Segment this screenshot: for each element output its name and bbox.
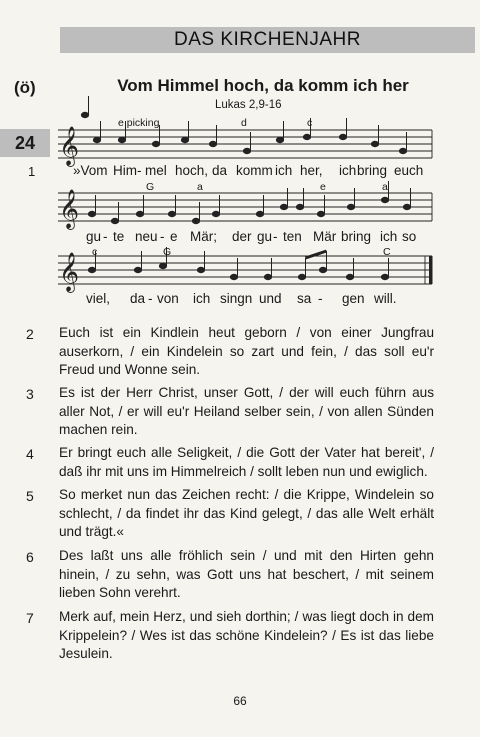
lyric-syllable: ich — [339, 163, 357, 178]
chord-symbol: e — [320, 181, 326, 193]
final-barline — [429, 256, 433, 284]
chord-symbol: G — [146, 181, 155, 193]
stanza-text: Merk auf, mein Herz, und sieh dorthin; / was liegt doch in dem Krippelein? / Wes ist das schöne Kindelein? / Es ist das liebe Jesulein. — [59, 609, 434, 661]
hymn-number: 24 — [14, 132, 36, 153]
lyric-syllable: da — [130, 291, 146, 306]
stanza-number: 4 — [26, 446, 34, 462]
treble-clef-icon: 𝄞 — [59, 189, 80, 229]
hymn-letter: (ö) — [14, 78, 36, 97]
lyric-syllable: von — [157, 291, 179, 306]
stanza-number: 2 — [26, 326, 34, 342]
treble-clef-icon: 𝄞 — [59, 126, 80, 166]
lyric-syllable: gen — [342, 291, 365, 306]
treble-clef-icon: 𝄞 — [59, 252, 80, 292]
lyric-syllable: - — [160, 229, 165, 244]
lyric-syllable: will. — [374, 291, 397, 306]
lyric-syllable: ten — [283, 229, 302, 244]
lyric-syllable: neu — [135, 229, 158, 244]
chord-symbol: d — [241, 117, 247, 129]
lyric-syllable: - — [273, 229, 278, 244]
music-notation — [0, 0, 480, 320]
stanza-text: Euch ist ein Kindlein heut geborn / von einer Jungfrau auserkorn, / ein Kindelein so zart und fein, / das soll eu'r Freud und Wonne sein. — [59, 325, 434, 377]
lyric-syllable: viel, — [86, 291, 111, 306]
lyric-syllable: Him- — [113, 163, 142, 178]
stanza-number: 5 — [26, 488, 34, 504]
section-title: DAS KIRCHENJAHR — [174, 29, 361, 50]
stanza-number: 3 — [26, 386, 34, 402]
lyric-syllable: - — [148, 291, 153, 306]
chord-symbol: C — [383, 246, 391, 258]
lyric-syllable: und — [259, 291, 282, 306]
stanza-number: 7 — [26, 610, 34, 626]
stanza-text: Es ist der Herr Christ, unser Gott, / der will euch führn aus aller Not, / er will eu'r Heiland selber sein, / von allen Sünden machen rein. — [59, 385, 434, 437]
chord-symbol: a — [382, 181, 388, 193]
lyric-syllable: her, — [300, 163, 323, 178]
lyric-syllable: so — [402, 229, 417, 244]
verse-label: 1 — [28, 164, 36, 179]
chord-symbol: c — [92, 246, 98, 258]
lyric-syllable: Mär; — [190, 229, 217, 244]
chord-symbol: G — [163, 246, 172, 258]
chord-symbol: a — [197, 181, 203, 193]
lyric-syllable: der — [232, 229, 252, 244]
lyric-syllable: gu — [86, 229, 102, 244]
lyric-syllable: ich — [193, 291, 211, 306]
stanza-text: So merket nun das Zeichen recht: / die Krippe, Windelein so schlecht, / da findet ihr das Kind gelegt, / das alle Welt erhält und trägt.« — [59, 487, 434, 539]
lyric-syllable: te — [113, 229, 125, 244]
lyric-syllable: e — [170, 229, 178, 244]
lyric-syllable: euch — [394, 163, 424, 178]
lyric-syllable: bring — [357, 163, 388, 178]
lyric-syllable: »Vom — [73, 163, 108, 178]
lyric-syllable: da — [212, 163, 228, 178]
lyric-syllable: - — [103, 229, 108, 244]
lyric-syllable: mel — [145, 163, 167, 178]
lyric-syllable: singn — [220, 291, 253, 306]
hymn-title: Vom Himmel hoch, da komm ich her — [117, 76, 409, 95]
stanza-text: Des laßt uns alle fröhlich sein / und mit den Hirten gehn hinein, / zu sehn, was Gott uns hat beschert, / mit seinem lieben Sohn verehrt. — [59, 548, 434, 600]
scripture-reference: Lukas 2,9-16 — [215, 99, 282, 111]
lyric-syllable: sa — [297, 291, 312, 306]
lyric-syllable: ich — [275, 163, 293, 178]
lyric-syllable: ich — [380, 229, 398, 244]
chord-symbol: e picking — [118, 117, 160, 129]
chord-symbol: c — [307, 117, 313, 129]
lyric-syllable: komm — [236, 163, 273, 178]
page-number: 66 — [233, 694, 247, 708]
stanza-text: Er bringt euch alle Seligkeit, / die Gott der Vater hat bereit', / daß ihr mit uns im Himmelreich / sollt leben nun und ewiglich. — [59, 445, 434, 479]
stanza-number: 6 — [26, 549, 34, 565]
lyric-syllable: Mär — [313, 229, 337, 244]
lyric-syllable: gu — [257, 229, 273, 244]
lyric-syllable: bring — [341, 229, 372, 244]
lyric-syllable: hoch, — [175, 163, 209, 178]
lyric-syllable: - — [318, 291, 323, 306]
